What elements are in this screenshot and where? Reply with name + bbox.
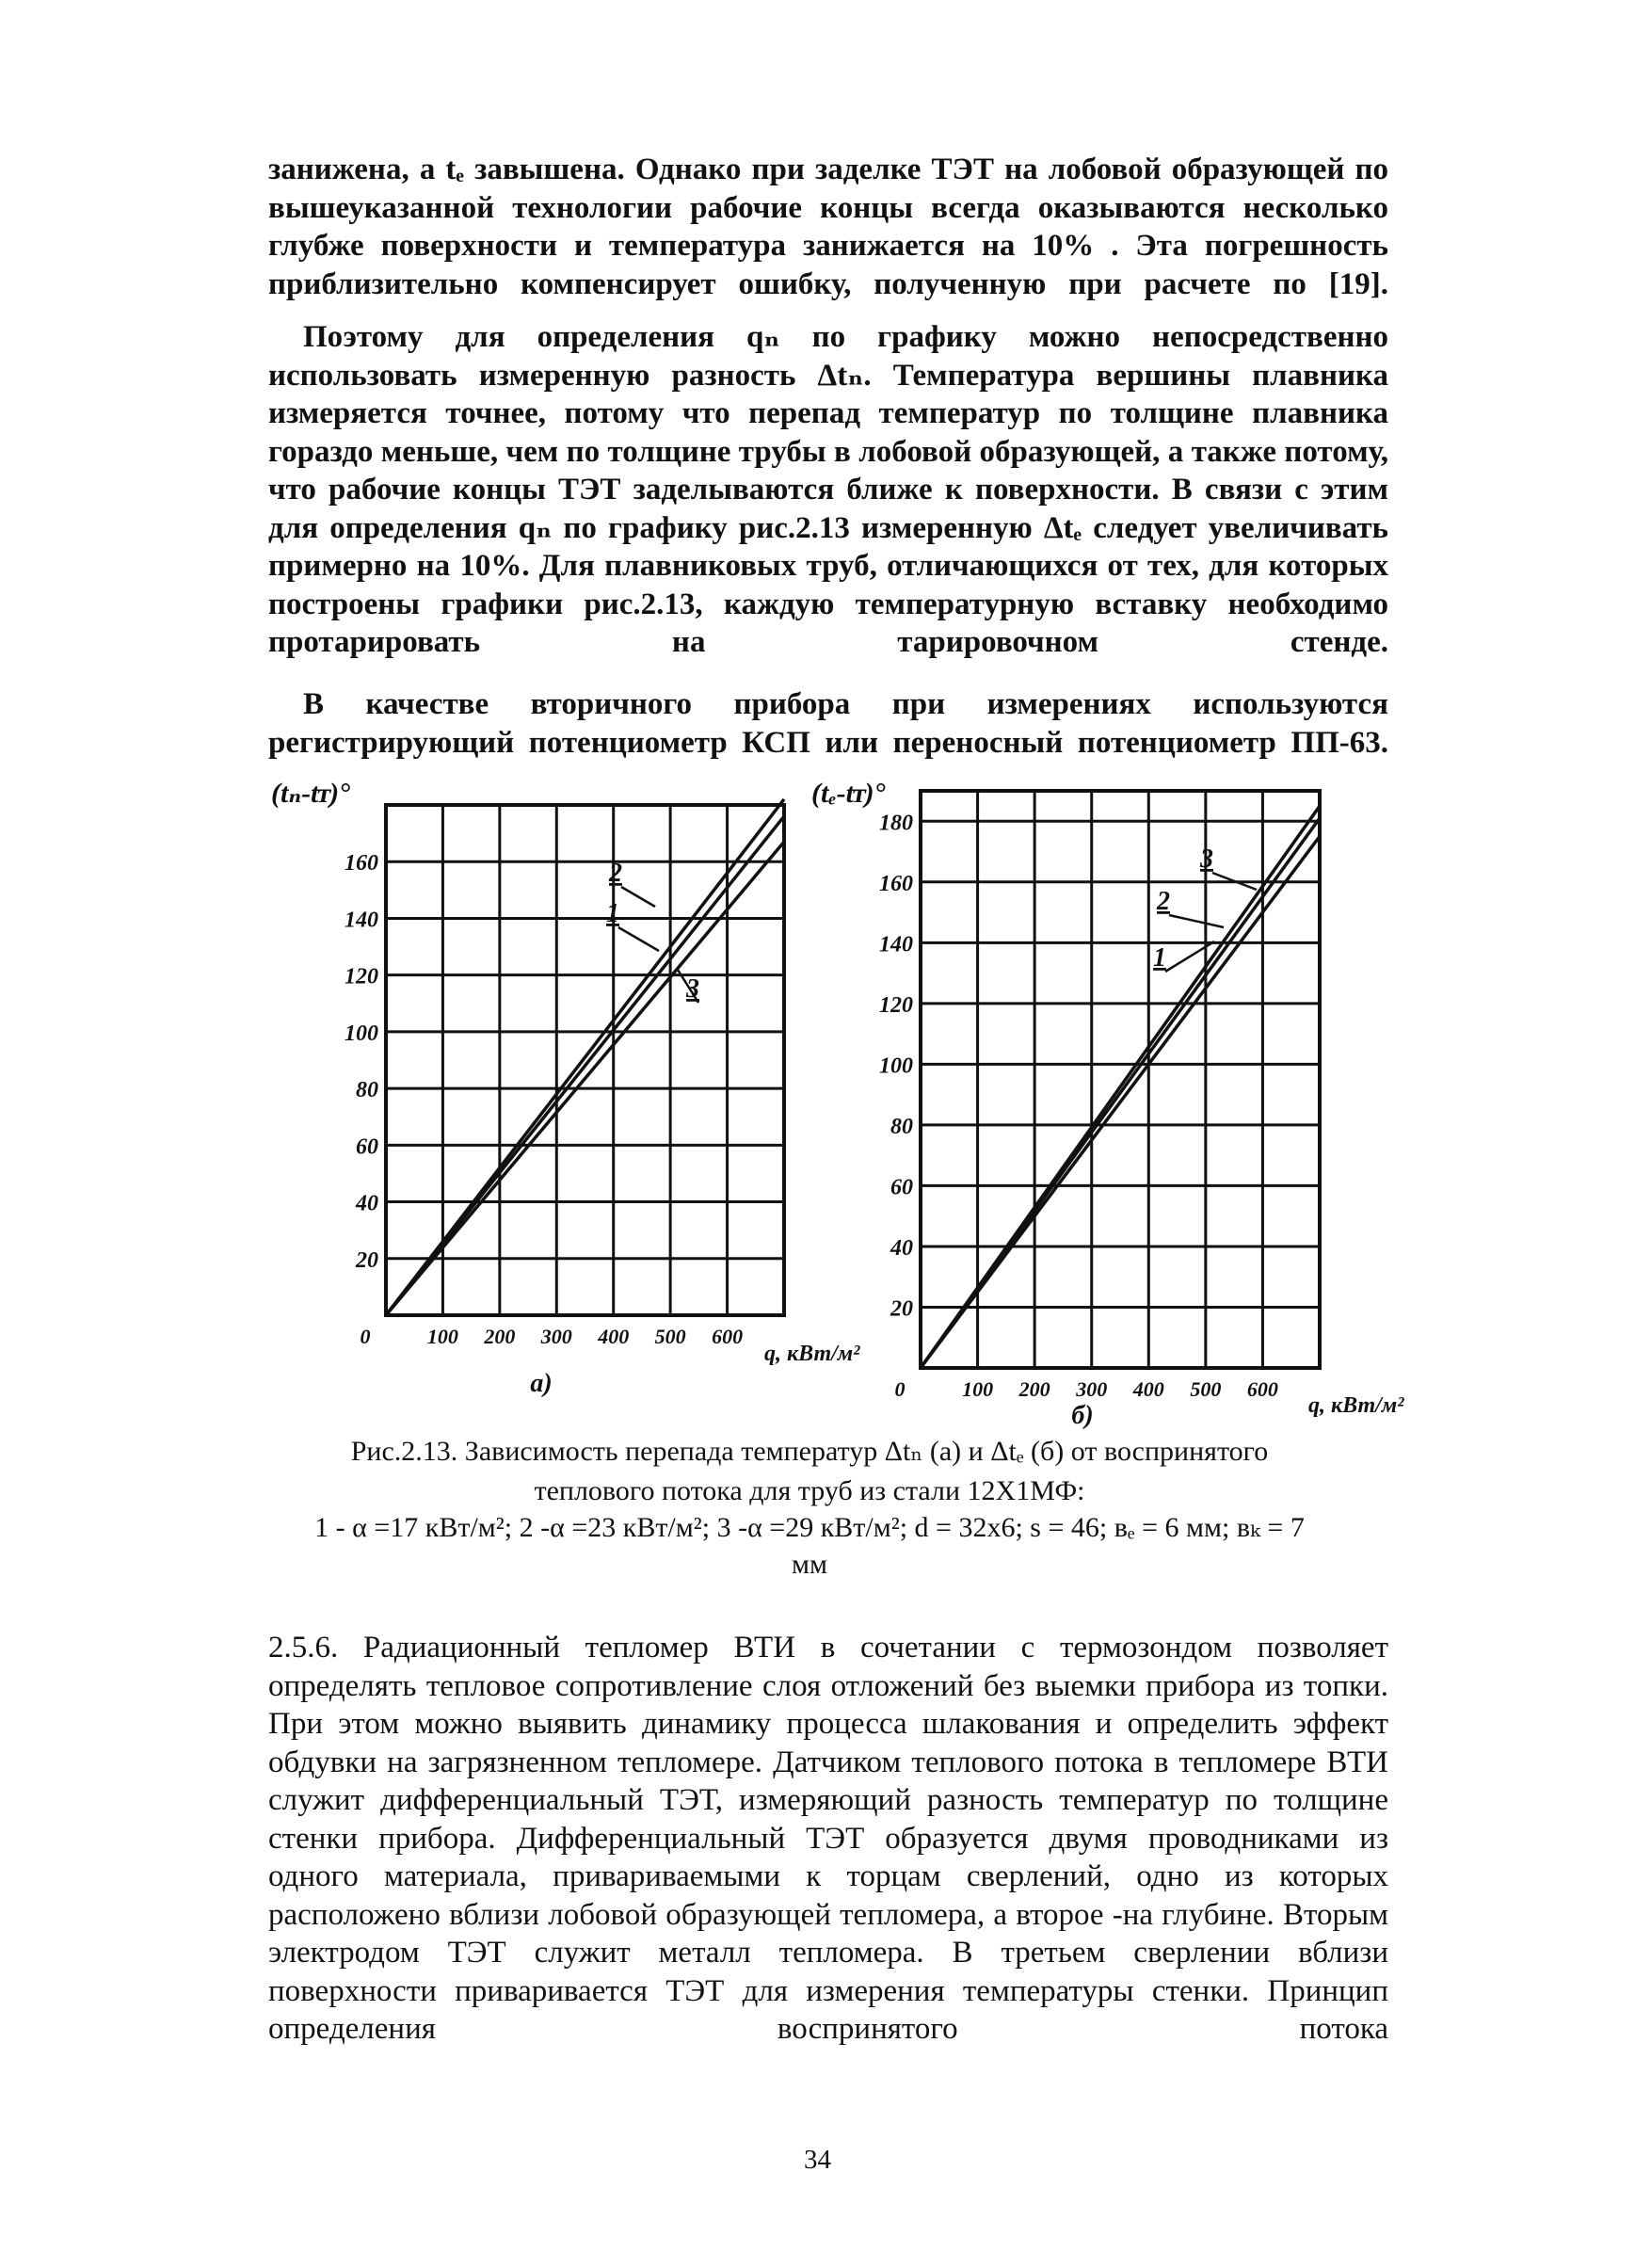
x-tick-label: 400 (1132, 1377, 1164, 1401)
figure-caption-line-1: Рис.2.13. Зависимость перепада температур Δtₙ (а) и Δtₑ (б) от воспринятого (350, 1436, 1269, 1467)
y-tick-label: 180 (879, 811, 913, 836)
x-tick-label: 600 (712, 1325, 744, 1348)
y-tick-label: 40 (356, 1191, 378, 1216)
y-tick-label: 120 (345, 964, 378, 989)
paragraph-3: В качестве вторичного прибора при измерениях используются регистрирующий потенциометр КСП или переносный потенциометр ПП-63. (268, 687, 1388, 760)
x-tick-label: 500 (1190, 1377, 1222, 1401)
y-tick-label: 60 (356, 1134, 378, 1160)
curve-label-leader (618, 927, 659, 951)
y-tick-label: 80 (356, 1078, 378, 1103)
y-tick-label: 60 (890, 1175, 913, 1200)
panel-label: б) (1071, 1401, 1094, 1430)
figure-caption-line-3: 1 - α =17 кВт/м²; 2 -α =23 кВт/м²; 3 -α =29 кВт/м²; d = 32х6; s = 46; вₑ = 6 мм; вₖ = 7 (314, 1512, 1305, 1543)
x-tick-label: 200 (484, 1325, 516, 1348)
chart-panel-a (271, 778, 860, 1398)
series-line-3 (921, 806, 1320, 1368)
x-tick-label: 0 (360, 1325, 371, 1348)
x-tick-label: 100 (962, 1377, 994, 1401)
x-tick-label: 400 (598, 1325, 630, 1348)
y-tick-label: 160 (879, 871, 913, 896)
x-tick-label: 600 (1246, 1377, 1278, 1401)
x-tick-label: 100 (426, 1325, 458, 1348)
y-axis-label: (tₙ-tᴛ)° (271, 778, 351, 809)
x-tick-label: 500 (654, 1325, 686, 1348)
page-number: 34 (804, 2145, 831, 2175)
y-tick-label: 160 (345, 851, 378, 877)
y-tick-label: 20 (890, 1296, 913, 1322)
paragraph-2: Поэтому для определения qₙ по графику можно непосредственно использовать измеренную разность Δtₙ. Температура вершины плавника измеряется точнее, потому что перепад температур по толщине плавника гораздо меньше, чем по толщине трубы в лобовой образующей, а также потому, что рабочие концы ТЭТ заделываются ближе к поверхности. В связи с этим для определения qₙ по графику рис.2.13 измеренную Δtₑ следует увеличивать примерно на 10%. Для плавниковых труб, отличающихся от тех, для которых построены графики рис.2.13, каждую температурную вставку необходимо протарировать на тарировочном стенде. (268, 320, 1388, 659)
y-tick-label: 40 (890, 1235, 913, 1261)
y-tick-label: 100 (879, 1054, 913, 1079)
y-tick-label: 100 (345, 1021, 378, 1046)
series-line-2 (386, 799, 784, 1315)
panel-label: а) (530, 1369, 553, 1398)
curve-label-1: 1 (606, 899, 619, 928)
figure-caption-line-2: теплового потока для труб из стали 12Х1МФ: (534, 1475, 1085, 1506)
curve-label-2: 2 (1157, 887, 1170, 916)
series-line-3 (386, 842, 784, 1315)
curve-label-3: 3 (686, 974, 699, 1004)
figure-caption-line-4: мм (792, 1549, 827, 1580)
paragraph-1: занижена, а tₑ завышена. Однако при заделке ТЭТ на лобовой образующей по вышеуказанной технологии рабочие концы всегда оказываются несколько глубже поверхности и температура занижается на 10% . Эта погрешность приблизительно компенсирует ошибку, полученную при расчете по [19]. (268, 153, 1388, 301)
curve-label-1: 1 (1153, 943, 1166, 973)
chart-panel-b (811, 778, 1404, 1430)
y-tick-label: 140 (879, 932, 913, 957)
curve-label-3: 3 (1200, 844, 1213, 874)
y-axis-label: (tₑ-tᴛ)° (811, 778, 886, 809)
x-tick-label: 0 (894, 1377, 906, 1401)
x-axis-label: q, кВт/м² (1308, 1393, 1404, 1418)
paragraph-4: 2.5.6. Радиационный тепломер ВТИ в сочетании с термозондом позволяет определять тепловое сопротивление слоя отложений без выемки прибора из топки. При этом можно выявить динамику процесса шлакования и определить эффект обдувки на загрязненном тепломере. Датчиком теплового потока в тепломере ВТИ служит дифференциальный ТЭТ, измеряющий разность температур по толщине стенки прибора. Дифференциальный ТЭТ образуется двумя проводниками из одного материала, привариваемыми к торцам сверлений, одно из которых расположено вблизи лобовой образующей тепломера, а второе -на глубине. Вторым электродом ТЭТ служит металл тепломера. В третьем сверлении вблизи поверхности приваривается ТЭТ для измерения температуры стенки. Принцип определения воспринятого потока (268, 1631, 1388, 2046)
y-tick-label: 80 (890, 1114, 913, 1139)
y-tick-label: 140 (345, 908, 378, 933)
y-tick-label: 120 (879, 992, 913, 1018)
x-tick-label: 200 (1018, 1377, 1050, 1401)
x-tick-label: 300 (540, 1325, 572, 1348)
curve-label-leader (621, 887, 655, 907)
y-tick-label: 20 (356, 1247, 378, 1273)
curve-label-leader (1169, 915, 1224, 927)
x-axis-label: q, кВт/м² (764, 1342, 860, 1366)
x-tick-label: 300 (1076, 1377, 1108, 1401)
curve-label-2: 2 (609, 859, 622, 888)
